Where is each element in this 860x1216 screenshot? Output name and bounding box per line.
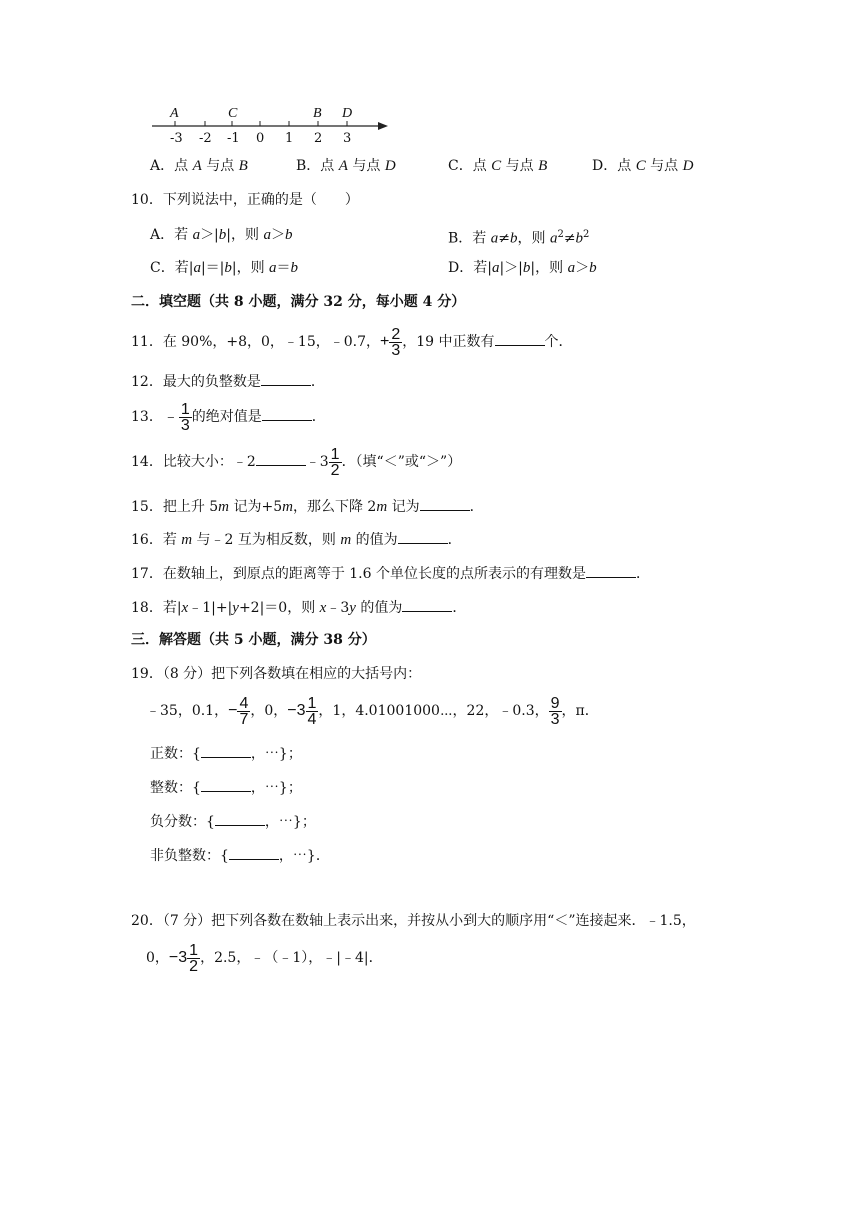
tick-label: -3 [170,131,183,146]
option-text: |，则 [231,260,270,276]
denominator: 3 [180,416,190,434]
numerator: 9 [550,694,560,712]
option-text: 与点 [501,158,539,174]
question-text: ﹣35，0.1， [146,703,229,719]
question-text: 15．把上升 5 [131,499,219,515]
q19-category-integer [150,778,302,797]
tick-label: 1 [285,131,294,146]
number-line-arrow [378,122,388,130]
numerator: 4 [239,694,249,712]
answer-blank[interactable] [201,778,251,792]
section-heading-fill-in: 二．填空题（共 8 小题，满分 32 分，每小题 4 分） [131,294,466,310]
option-label: B． [296,158,321,174]
exponent: 2 [557,229,564,240]
q10-option-d[interactable] [448,259,597,277]
option-label: C．若| [150,260,194,276]
q9-option-a[interactable] [150,157,248,175]
answer-blank[interactable] [420,497,470,511]
option-label: D． [592,158,618,174]
question-text: ﹣3 [305,454,329,470]
category-label: 非负整数：{ [150,848,229,864]
answer-blank[interactable] [215,812,265,826]
q10-stem: 10．下列说法中，正确的是（ ） [131,192,359,208]
option-text: 点 [320,158,339,174]
question-text: 的值为 [355,600,403,616]
question-text: 个． [544,334,573,350]
var: B [238,158,248,174]
var: a [263,227,271,243]
var: b [575,230,584,247]
q19-category-negative-fraction [150,812,316,831]
option-text: ≠ [563,230,576,247]
fraction [329,447,342,478]
answer-blank[interactable] [201,744,251,758]
option-text: 点 [174,158,193,174]
question-text: ． [469,499,484,515]
numerator: 1 [180,400,190,418]
fraction [389,327,402,358]
question-text: ，1，4.01001000⋯，22，﹣0.3， [318,703,549,719]
answer-blank[interactable] [586,564,636,578]
question-text: 16．若 [131,532,182,548]
var: b [224,260,232,276]
question-text: ，2.5，﹣（﹣1），﹣|﹣4|． [200,950,383,966]
q10-option-a[interactable] [150,226,292,244]
q13 [131,400,326,434]
question-text: 18．若| [131,600,182,616]
question-text: ，π． [561,703,599,719]
q20-line2 [146,939,383,977]
question-text: ，19 中正数有 [402,334,495,350]
option-text: 与点 [201,158,239,174]
answer-blank[interactable] [495,332,545,346]
question-text: 14．比较大小：﹣2 [131,454,256,470]
fraction [306,696,319,727]
q16 [131,530,462,549]
question-text: ． [311,409,326,425]
var: y [232,600,239,616]
category-label: 整数：{ [150,780,201,796]
exponent: 2 [583,229,590,240]
point-label-c: C [228,106,238,121]
question-text: 与﹣2 互为相反数，则 [192,532,341,548]
fraction [179,402,192,433]
question-text: ． [635,566,650,582]
q20-line1: 20．（7 分）把下列各数在数轴上表示出来，并按从小到大的顺序用“＜”连接起来．﹣1.5， [131,913,696,929]
option-text: ＞| [200,227,219,243]
var: a [193,260,201,276]
var: A [338,158,348,174]
q10-option-b[interactable] [448,226,589,248]
category-tail: ，⋯}． [278,848,330,864]
option-text: |，则 [530,260,568,276]
category-tail: ，⋯}； [250,746,302,762]
option-text: ≠ [498,230,510,247]
section-heading-solve: 三．解答题（共 5 小题，满分 38 分） [131,632,376,648]
tick-label: 0 [256,131,265,146]
question-text: 0， [146,950,169,966]
answer-blank[interactable] [262,407,312,421]
var: b [509,230,518,247]
option-text: |，则 [226,227,264,243]
answer-blank[interactable] [402,598,452,612]
var: m [282,499,293,515]
category-label: 负分数：{ [150,814,215,830]
var: b [218,227,227,243]
minus-sign: ﹣ [162,408,179,425]
var: B [538,158,548,174]
var: b [284,227,293,243]
question-text: 12．最大的负整数是 [131,374,261,390]
tick-label: -2 [199,131,212,146]
var: b [290,260,299,276]
mixed-whole: −3 [168,949,188,966]
var: x [319,600,327,616]
question-text: 17．在数轴上，到原点的距离等于 1.6 个单位长度的点所表示的有理数是 [131,566,586,582]
question-text: ． [452,600,467,616]
question-text: 的值为 [351,532,398,548]
category-tail: ，⋯}； [264,814,316,830]
category-label: 正数：{ [150,746,201,762]
number-line-svg [148,106,393,148]
var: a [192,227,201,243]
q18 [131,598,466,617]
numerator: 1 [307,694,317,712]
fraction [187,943,200,974]
denominator: 2 [330,461,340,479]
var: b [522,260,531,276]
question-text: ，0， [250,703,288,719]
q9-option-d[interactable] [592,157,693,175]
var: a [269,260,277,276]
answer-blank[interactable] [261,372,311,386]
option-label: D．若| [448,260,492,276]
var: b [589,260,597,276]
var: y [349,600,356,616]
var: A [192,158,202,174]
denominator: 4 [307,710,317,728]
q19-number-list [146,692,599,730]
option-text: 点 [617,158,636,174]
q17 [131,564,650,583]
question-text: 记为+5 [229,499,283,515]
option-text: ＞ [270,227,285,243]
option-text: 与点 [645,158,683,174]
option-text: 与点 [347,158,385,174]
q9-option-b[interactable] [296,157,396,175]
answer-blank[interactable] [398,530,448,544]
q11 [131,325,573,359]
option-text: ＞ [575,260,590,276]
option-text: ＝ [276,260,291,276]
point-label-b: B [313,106,322,121]
option-label: A． [150,158,175,174]
var: m [340,532,352,548]
numerator: 2 [391,325,401,343]
q12 [131,372,325,391]
question-text: 记为 [387,499,420,515]
var: C [491,158,502,174]
q19-category-nonnegative-integer [150,846,330,865]
point-label-a: A [170,106,179,121]
option-text: ，则 [517,230,550,247]
option-text: 点 [472,158,492,174]
tick-label: -1 [227,131,240,146]
var: a [567,260,576,276]
var: a [549,230,558,247]
option-label: B．若 [448,230,491,247]
var: m [218,499,230,515]
question-text: ． [447,532,462,548]
q14 [131,445,461,479]
question-text: ，那么下降 2 [292,499,377,515]
q9-option-c[interactable] [448,157,547,175]
fraction [549,696,562,727]
minus-sign: − [228,702,238,719]
question-text: +2|＝0，则 [238,600,320,616]
option-label: C． [448,158,473,174]
denominator: 2 [189,957,199,975]
tick-label: 2 [314,131,323,146]
denominator: 3 [550,710,560,728]
question-text: ． [310,374,325,390]
var: D [682,158,694,174]
answer-blank[interactable] [229,846,279,860]
fraction [237,696,250,727]
numerator: 1 [330,445,340,463]
mixed-whole: −3 [287,702,306,719]
q19-category-positive [150,744,302,763]
question-text: ﹣3 [326,600,350,616]
category-tail: ，⋯}； [250,780,302,796]
option-label: A．若 [150,227,193,243]
answer-blank[interactable] [256,452,306,466]
number-line-figure [148,106,393,148]
question-text: 11．在 90%，+8，0，﹣15，﹣0.7， [131,334,381,350]
var: D [384,158,396,174]
question-text: ﹣1|+| [188,600,233,616]
q10-option-c[interactable] [150,259,298,277]
numerator: 1 [189,941,199,959]
var: m [181,532,193,548]
option-text: |＝| [200,260,225,276]
question-text: ．（填“＜”或“＞”） [341,454,462,470]
plus-sign: + [380,333,390,350]
denominator: 3 [391,341,401,359]
q15 [131,497,484,516]
q19-stem: 19．（8 分）把下列各数填在相应的大括号内： [131,666,422,682]
var: a [490,230,499,247]
question-text: 的绝对值是 [191,409,262,425]
point-label-d: D [342,106,353,121]
denominator: 7 [239,710,249,728]
option-text: |＞| [499,260,523,276]
var: a [491,260,500,276]
tick-label: 3 [343,131,352,146]
var: C [635,158,646,174]
question-text: 13． [131,409,163,425]
var: x [181,600,189,616]
var: m [376,499,388,515]
